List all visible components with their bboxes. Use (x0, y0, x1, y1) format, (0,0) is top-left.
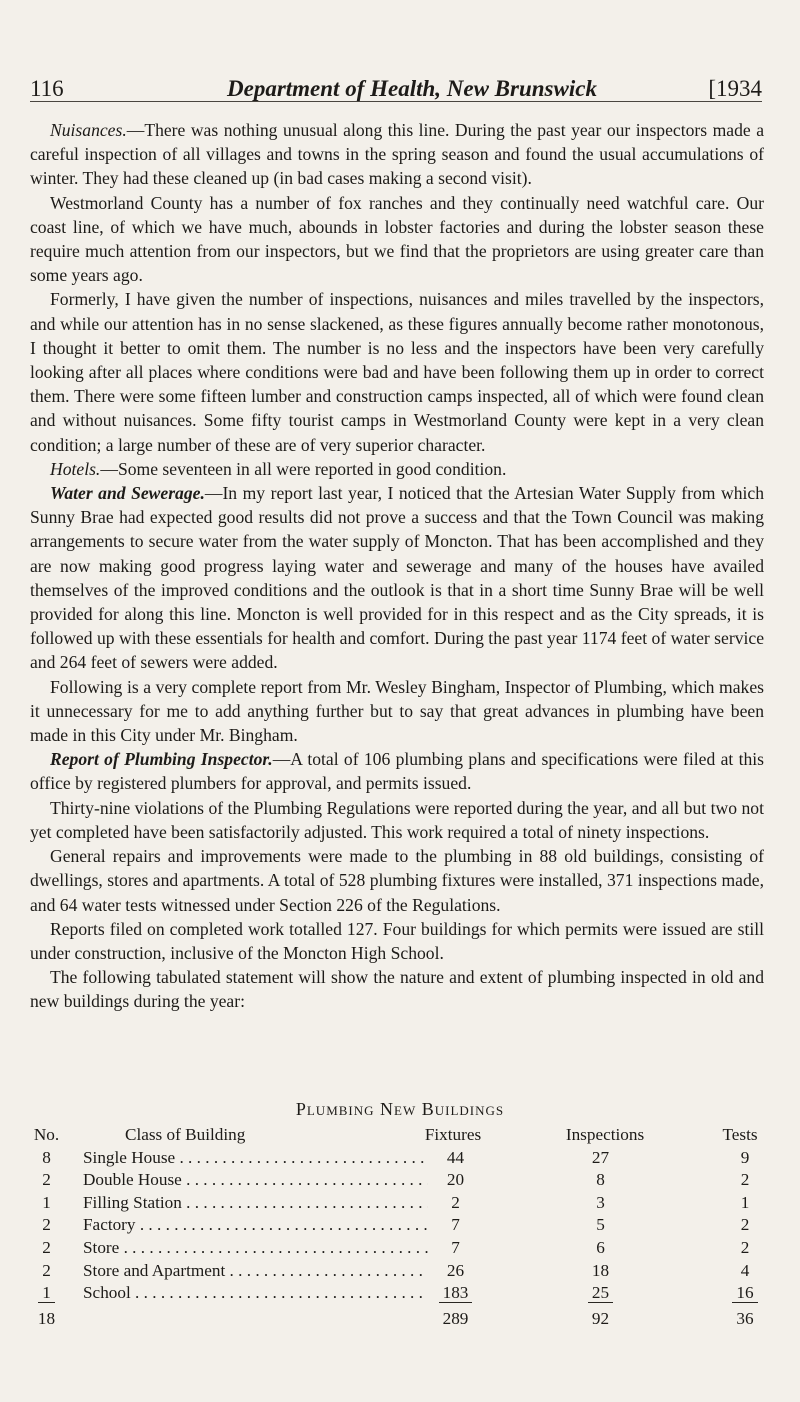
cell-tests: 2 (740, 1215, 750, 1235)
section-heading: Nuisances. (50, 120, 127, 140)
section-heading: Report of Plumbing Inspector. (50, 749, 273, 770)
table-row (30, 1261, 770, 1284)
cell-inspections: 5 (596, 1215, 605, 1235)
table-row (30, 1193, 770, 1216)
body-text (30, 118, 764, 1014)
cell-class-text: Store (83, 1237, 120, 1257)
paragraph (30, 796, 764, 844)
cell-tests (720, 1283, 770, 1303)
total-inspections: 92 (591, 1308, 610, 1328)
running-title: Department of Health, New Brunswick (227, 76, 597, 101)
page-number: 116 (30, 76, 64, 101)
total-fixtures: 289 (442, 1308, 469, 1328)
cell-tests: 2 (740, 1170, 750, 1190)
cell-tests: 9 (740, 1147, 750, 1167)
cell-class-text: Filling Station (83, 1192, 182, 1212)
header-rule (30, 101, 762, 102)
cell-class-text: Factory (83, 1215, 136, 1235)
cell-no-text: 1 (38, 1283, 55, 1303)
table-header-row (30, 1125, 770, 1148)
cell-fixtures: 7 (451, 1215, 460, 1235)
paragraph-text: Reports filed on completed work totalled 127. Four buildings for which permits were issued are still under construction, inclusive of the Moncton High School. (30, 918, 764, 963)
total-no: 18 (37, 1308, 56, 1328)
leader-dots (182, 1193, 428, 1212)
paragraph (30, 844, 764, 917)
section-heading: Water and Sewerage. (50, 483, 205, 504)
plumbing-table (30, 1125, 770, 1328)
cell-inspections: 18 (591, 1260, 610, 1280)
cell-inspections: 27 (591, 1147, 610, 1167)
cell-inspections: 3 (596, 1192, 605, 1212)
paragraph-text: General repairs and improvements were made to the plumbing in 88 old buildings, consisting of dwellings, stores and apartments. A total of 528 plumbing fixtures were installed, 371 inspections made, and 64 water tests witnessed under Section 226 of the Regulations. (30, 846, 764, 915)
cell-class (83, 1283, 428, 1303)
cell-no (30, 1283, 63, 1303)
paragraph-text: The following tabulated statement will show the nature and extent of plumbing inspected in old and new buildings during the year: (30, 967, 764, 1012)
cell-class-text: Double House (83, 1170, 182, 1190)
paragraph (30, 917, 764, 965)
cell-class-text: School (83, 1283, 131, 1303)
table-row (30, 1283, 770, 1306)
leader-dots (119, 1238, 428, 1257)
paragraph-text: Following is a very complete report from Mr. Wesley Bingham, Inspector of Plumbing, which makes it unnecessary for me to add anything further but to say that great advances in plumbing have been made in this City under Mr. Bingham. (30, 676, 764, 746)
cell-no: 2 (42, 1215, 51, 1235)
cell-inspections (573, 1283, 628, 1303)
paragraph-text: Formerly, I have given the number of inspections, nuisances and miles travelled by the inspectors, and while our attention has in no sense slackened, as these figures annually become rather monotonous, I thought it better to omit them. The number is no less and the inspectors have been very carefully looking after all places where conditions were bad and have been following them up in order to correct them. There were some fifteen lumber and construction camps inspected, all of which were found clean and without nuisances. Some fifty tourist camps in Westmorland County were kept in a very clean condition; a large number of these are of very superior character. (30, 289, 764, 455)
paragraph (30, 287, 764, 456)
cell-fixtures (428, 1283, 483, 1303)
leader-dots (182, 1170, 428, 1189)
cell-fixtures: 26 (446, 1260, 465, 1280)
table-title: Plumbing New Buildings (295, 1099, 505, 1119)
cell-no: 2 (42, 1170, 51, 1190)
cell-class (83, 1148, 428, 1168)
header-no: No. (33, 1125, 60, 1144)
cell-class (83, 1238, 428, 1258)
header-class: Class of Building (125, 1125, 246, 1144)
leader-dots (131, 1283, 428, 1302)
cell-fixtures: 2 (451, 1192, 460, 1212)
paragraph (30, 457, 764, 481)
paragraph (30, 965, 764, 1013)
paragraph-text: Thirty-nine violations of the Plumbing Regulations were reported during the year, and all but two not yet completed have been satisfactorily adjusted. This work required a total of ninety inspections. (30, 797, 764, 842)
cell-fixtures: 20 (446, 1170, 465, 1190)
running-header (30, 68, 762, 108)
paragraph (30, 675, 764, 748)
cell-class-text: Store and Apartment (83, 1260, 226, 1280)
section-heading: Hotels. (50, 458, 101, 479)
header-inspections: Inspections (565, 1125, 645, 1144)
total-tests: 36 (736, 1308, 754, 1328)
cell-no: 2 (42, 1237, 51, 1257)
cell-inspections-text: 25 (588, 1283, 613, 1303)
cell-no: 8 (42, 1147, 51, 1167)
paragraph (30, 191, 764, 288)
leader-dots (225, 1261, 428, 1280)
cell-class (83, 1170, 428, 1190)
leader-dots (136, 1215, 428, 1234)
cell-tests: 4 (740, 1260, 750, 1280)
cell-class (83, 1193, 428, 1213)
cell-inspections: 8 (596, 1170, 605, 1190)
cell-tests-text: 16 (732, 1283, 757, 1303)
header-fixtures: Fixtures (424, 1125, 482, 1144)
cell-tests: 1 (740, 1192, 750, 1212)
cell-no: 2 (42, 1260, 51, 1280)
table-row (30, 1148, 770, 1171)
cell-tests: 2 (740, 1237, 750, 1257)
cell-fixtures: 44 (446, 1147, 465, 1167)
paragraph-text: —A total of 106 plumbing plans and specifications were filed at this office by registered plumbers for approval, and permits issued. (30, 749, 764, 794)
paragraph-text: —In my report last year, I noticed that the Artesian Water Supply from which Sunny Brae had expected good results did not prove a success and that the Town Council was making arrangements to secure water from the water supply of Moncton. That has been accomplished and they are now making good progress laying water and sewerage and many of the houses have availed themselves of the improved conditions and the outlook is that in a short time Sunny Brae will be well provided for along this line. Moncton is well provided for in this respect and as the City spreads, it is followed up with these essentials for health and comfort. During the past year 1174 feet of water service and 264 feet of sewers were added. (30, 483, 764, 673)
cell-class (83, 1261, 428, 1281)
cell-class (83, 1215, 428, 1235)
paragraph (30, 747, 764, 795)
table-row (30, 1170, 770, 1193)
header-tests: Tests (722, 1125, 758, 1144)
paragraph (30, 118, 764, 191)
paragraph-text: Westmorland County has a number of fox ranches and they continually need watchful care. Our coast line, of which we have much, abounds in lobster factories and during the lobster season these require much attention from our inspectors, but we find that the proprietors are using greater care than some years ago. (30, 192, 764, 286)
cell-class-text: Single House (83, 1147, 176, 1167)
cell-no: 1 (42, 1192, 51, 1212)
cell-fixtures: 7 (451, 1237, 460, 1257)
header-year: [1934 (708, 76, 762, 101)
table-row (30, 1238, 770, 1261)
table-totals-row (30, 1306, 770, 1329)
table-row (30, 1215, 770, 1238)
cell-fixtures-text: 183 (439, 1283, 473, 1303)
cell-inspections: 6 (596, 1237, 605, 1257)
paragraph-text: —There was nothing unusual along this line. During the past year our inspectors made a careful inspection of all villages and towns in the spring season and found the usual accumulations of winter. They had these cleaned up (in bad cases making a second visit). (30, 120, 764, 189)
paragraph-text: —Some seventeen in all were reported in good condition. (100, 458, 507, 479)
leader-dots (175, 1148, 428, 1167)
paragraph (30, 481, 764, 675)
